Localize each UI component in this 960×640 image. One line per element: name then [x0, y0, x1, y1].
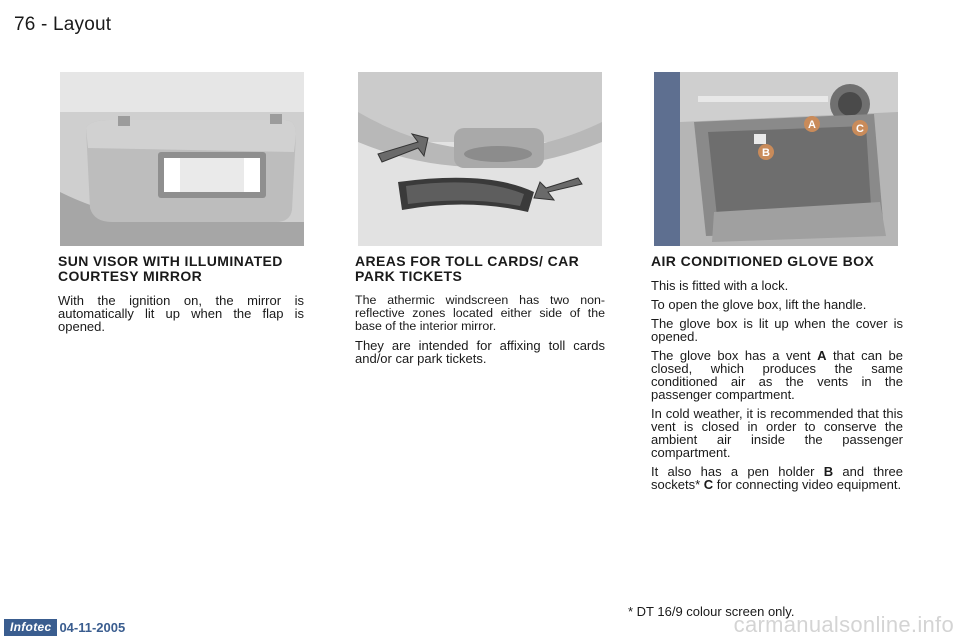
glove-box-vent-text	[651, 349, 903, 401]
sun-visor-text: With the ignition on, the mirror is automatically lit up when the flap is opened.	[58, 293, 304, 334]
toll-cards-text-1: The athermic windscreen has two non-reflective zones located either side of the base of the interior mirror.	[355, 293, 605, 333]
vent-text-before: The glove box has a vent	[651, 348, 811, 363]
glove-box-text-1: This is fitted with a lock.	[651, 278, 789, 293]
footer-date: 04-11-2005	[59, 620, 126, 635]
toll-cards-section	[355, 254, 605, 371]
vent-text-after: that can be closed, which produces the same conditioned air as the vents in the passenger compartment.	[651, 348, 903, 402]
glove-box-photo	[654, 72, 898, 246]
glove-box-text-3: The glove box is lit up when the cover is opened.	[651, 316, 903, 344]
footer-badge	[4, 619, 125, 636]
interior-mirror-illustration	[358, 72, 602, 246]
infotec-logo: Infotec	[4, 619, 57, 636]
glove-box-holder-text	[651, 465, 903, 491]
footnote: * DT 16/9 colour screen only.	[628, 604, 795, 619]
interior-mirror-photo	[358, 72, 602, 246]
holder-text-before: It also has a pen holder	[651, 464, 815, 479]
sun-visor-heading: SUN VISOR WITH ILLUMINATED COURTESY MIRROR	[58, 253, 283, 284]
sun-visor-illustration	[60, 72, 304, 246]
page-title: 76 - Layout	[14, 14, 112, 35]
photo-label-a: A	[808, 119, 816, 131]
glove-box-cold-text: In cold weather, it is recommended that this vent is closed in order to conserve the ambient air inside the passenger compartment.	[651, 406, 903, 460]
holder-letter-c: C	[703, 477, 714, 492]
holder-letter-b: B	[823, 464, 834, 479]
toll-cards-text-2: They are intended for affixing toll cards and/or car park tickets.	[355, 338, 605, 366]
glove-box-illustration	[654, 72, 898, 246]
photo-label-b: B	[762, 147, 770, 159]
toll-cards-heading: AREAS FOR TOLL CARDS/ CAR PARK TICKETS	[355, 253, 580, 284]
sun-visor-section	[58, 254, 304, 339]
watermark: carmanualsonline.info	[733, 612, 954, 637]
vent-letter: A	[817, 348, 827, 363]
photo-label-c: C	[856, 123, 864, 135]
glove-box-text-2: To open the glove box, lift the handle.	[651, 297, 867, 312]
glove-box-heading: AIR CONDITIONED GLOVE BOX	[651, 253, 875, 269]
holder-text-after: for connecting video equipment.	[716, 477, 902, 492]
sun-visor-photo	[60, 72, 304, 246]
holder-text-middle: and three sockets*	[651, 464, 903, 492]
glove-box-section	[651, 254, 903, 497]
